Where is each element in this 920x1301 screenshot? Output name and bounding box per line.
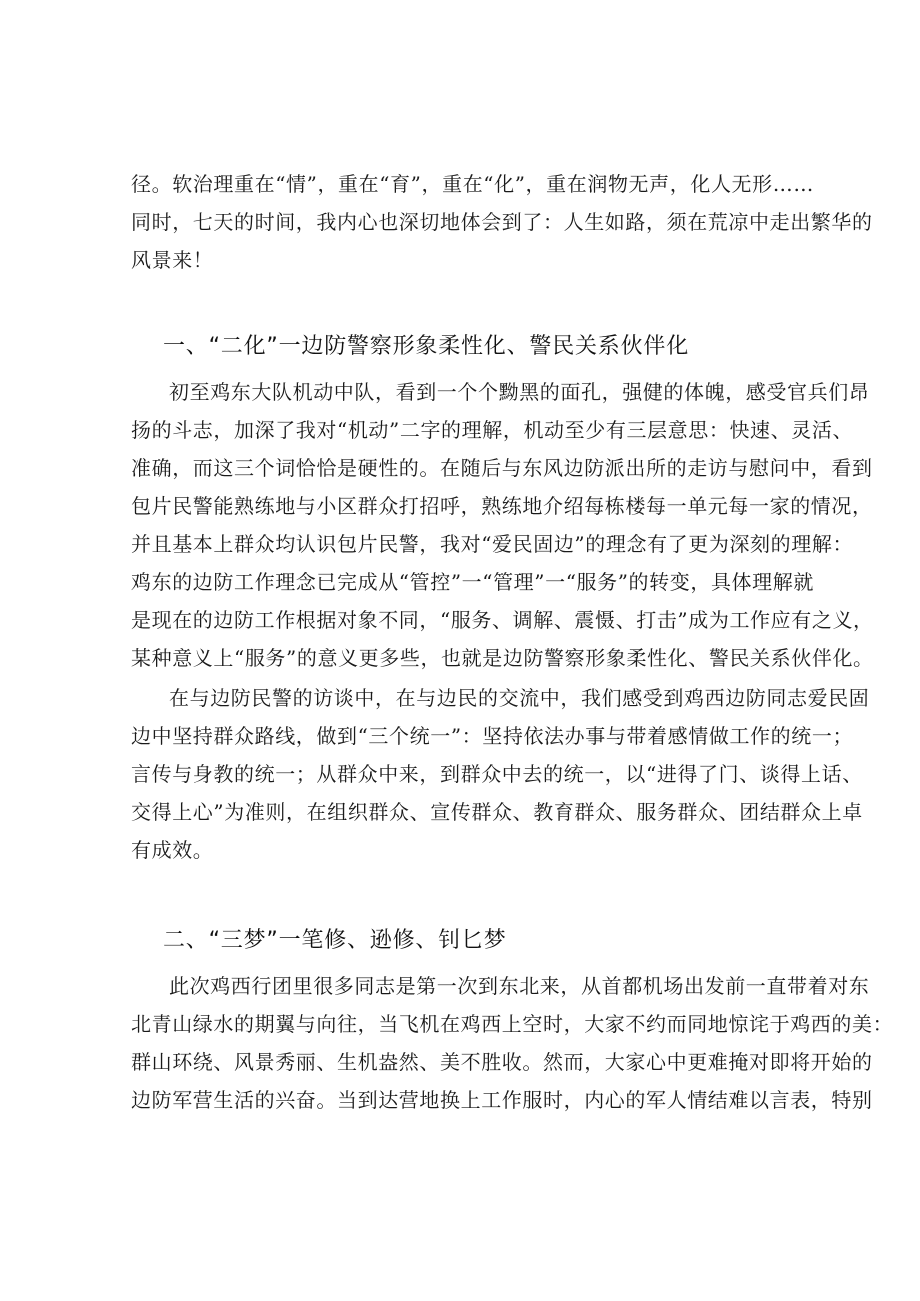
paragraph-line: 在与边防民警的访谈中，在与边民的交流中，我们感受到鸡西边防同志爱民固 — [169, 686, 870, 710]
intro-line: 同时，七天的时间，我内心也深切地体会到了：人生如路，须在荒凉中走出繁华的 — [131, 210, 873, 234]
paragraph-line: 扬的斗志，加深了我对“机动”二字的理解，机动至少有三层意思：快速、灵活、 — [131, 418, 854, 442]
paragraph-line: 鸡东的边防工作理念已完成从“管控”一“管理”一“服务”的转变，具体理解就 — [131, 570, 814, 594]
intro-line: 风景来！ — [131, 248, 214, 272]
section-heading: 二、“三梦”一笔修、逊修、钊匕梦 — [163, 928, 507, 953]
paragraph-line: 初至鸡东大队机动中队，看到一个个黝黑的面孔，强健的体魄，感受官兵们昂 — [169, 380, 870, 404]
paragraph-line: 群山环绕、风景秀丽、生机盎然、美不胜收。然而，大家心中更难掩对即将开始的 — [131, 1050, 873, 1074]
section-heading: 一、“二化”一边防警察形象柔性化、警民关系伙伴化 — [163, 334, 689, 359]
paragraph-line: 是现在的边防工作根据对象不同，“服务、调解、震慑、打击”成为工作应有之义， — [131, 608, 874, 632]
paragraph-line: 此次鸡西行团里很多同志是第一次到东北来，从首都机场出发前一直带着对东 — [169, 974, 870, 998]
paragraph-line: 交得上心”为准则，在组织群众、宣传群众、教育群众、服务群众、团结群众上卓 — [131, 800, 863, 824]
intro-line: 径。软治理重在“情”，重在“育”，重在“化”，重在润物无声，化人无形…… — [131, 172, 814, 196]
paragraph-line: 北青山绿水的期翼与向往，当飞机在鸡西上空时，大家不约而同地惊诧于鸡西的美： — [131, 1012, 894, 1036]
paragraph-line: 边防军营生活的兴奋。当到达营地换上工作服时，内心的军人情结难以言表，特别 — [131, 1088, 873, 1112]
paragraph-line: 边中坚持群众路线，做到“三个统一”：坚持依法办事与带着感情做工作的统一； — [131, 724, 854, 748]
paragraph-line: 言传与身教的统一；从群众中来，到群众中去的统一，以“进得了门、谈得上话、 — [131, 762, 863, 786]
paragraph-line: 准确，而这三个词恰恰是硬性的。在随后与东风边防派出所的走访与慰问中，看到 — [131, 456, 873, 480]
paragraph-line: 有成效。 — [131, 838, 214, 862]
paragraph-line: 并且基本上群众均认识包片民警，我对“爱民固边”的理念有了更为深刻的理解： — [131, 532, 854, 556]
paragraph-line: 某种意义上“服务”的意义更多些，也就是边防警察形象柔性化、警民关系伙伴化。 — [131, 646, 874, 670]
paragraph-line: 包片民警能熟练地与小区群众打招呼，熟练地介绍每栋楼每一单元每一家的情况， — [131, 494, 873, 518]
